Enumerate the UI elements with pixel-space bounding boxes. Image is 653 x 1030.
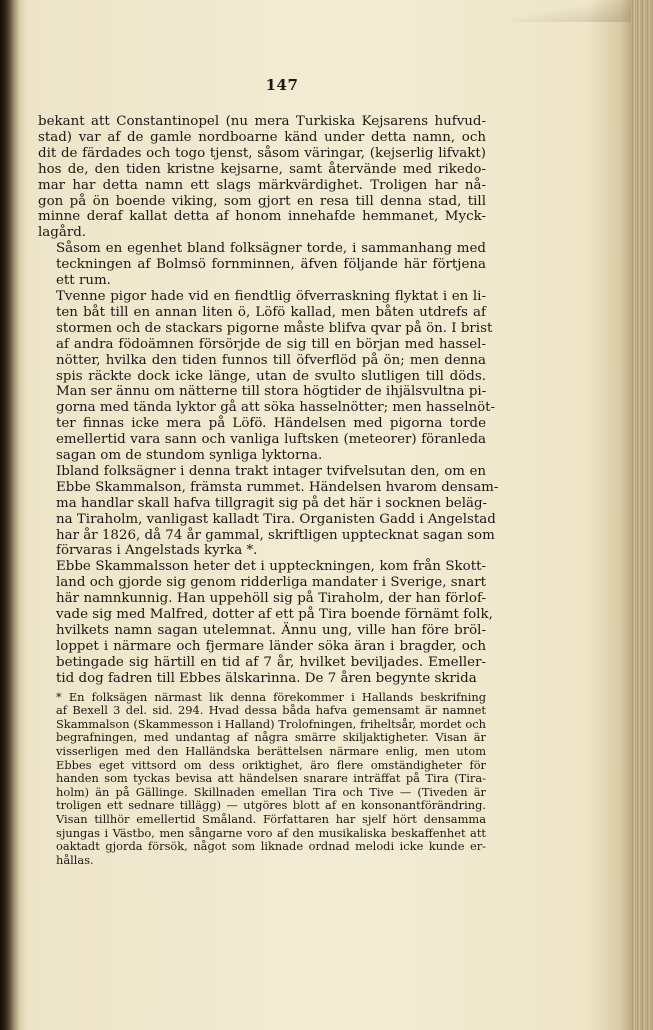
footnote-line: begrafningen, med undantag af några smärre skiljaktigheter. Visan är	[56, 730, 486, 745]
text-line: land och gjorde sig genom ridderliga mandater i Sverige, snart	[56, 575, 486, 591]
text-line: har år 1826, då 74 år gammal, skriftligen upptecknat sagan som	[56, 527, 495, 543]
text-line: hvilkets namn sagan utelemnat. Ännu ung, ville han före bröl-	[56, 623, 486, 638]
page-curl	[511, 0, 631, 22]
footnote-line: handen som tyckas bevisa att händelsen snarare inträffat på Tira (Tira-	[56, 771, 486, 786]
paragraph	[38, 463, 499, 559]
text-line: ten båt till en annan liten ö, Löfö kallad, men båten utdrefs af	[56, 304, 486, 320]
text-line: mar har detta namn ett slags märkvärdighet. Troligen har nå-	[38, 177, 486, 193]
footnote-line: hållas.	[56, 852, 94, 867]
footnote-line: visserligen med den Halländska berättelsen närmare enlig, men utom	[56, 744, 486, 758]
text-line: tid dog fadren till Ebbes älskarinna. De 7 åren begynte skrida	[56, 670, 477, 686]
text-line: ter finnas icke mera på Löfö. Händelsen med pigorna torde	[56, 416, 486, 432]
text-line: vade sig med Malfred, dotter af ett på Tira boende förnämt folk,	[56, 607, 493, 623]
text-line: Såsom en egenhet bland folksägner torde, i sammanhang med	[56, 241, 486, 257]
text-line: lagård.	[38, 225, 87, 241]
text-line: Ebbe Skammalsson heter det i uppteckningen, kom från Skott-	[56, 559, 486, 575]
footnote-line: oaktadt gjorda försök, något som liknade ordnad melodi icke kunde er-	[56, 839, 486, 854]
text-line: af andra födoämnen försörjde de sig till en början med hassel-	[56, 336, 486, 352]
text-line: sagan om de stundom synliga lyktorna.	[56, 448, 323, 464]
text-block	[38, 76, 499, 867]
footnote-line: sjungas i Västbo, men sångarne voro af den musikaliska beskaffenhet att	[56, 825, 486, 840]
paragraph	[38, 559, 493, 686]
text-line: stormen och de stackars pigorne måste blifva qvar på ön. I brist	[56, 320, 493, 336]
page-number: 147	[265, 76, 299, 94]
text-line: dit de färdades och togo tjenst, såsom väringar, (kejserlig lifvakt)	[38, 145, 486, 161]
footnote-line: troligen ett sednare tillägg) — utgöres blott af en konsonantförändring.	[56, 798, 486, 813]
body-text	[38, 114, 499, 687]
text-line: loppet i närmare och fjermare länder söka äran i bragder, och	[56, 638, 486, 654]
footnote-line: Skammalson (Skammesson i Halland) Trolofningen, friheltsår, mordet och	[56, 716, 486, 731]
text-line: gon på ön boende viking, som gjort en resa till denna stad, till	[38, 193, 486, 209]
text-line: betingade sig härtill en tid af 7 år, hvilket beviljades. Emeller-	[56, 654, 486, 670]
text-line: emellertid vara sann och vanliga luftsken (meteorer) föranleda	[56, 432, 486, 448]
footnote-line: af Bexell 3 del. sid. 294. Hvad dessa båda hafva gemensamt är namnet	[56, 703, 486, 718]
text-line: Tvenne pigor hade vid en fiendtlig öfverraskning flyktat i en li-	[56, 288, 486, 304]
text-line: minne deraf kallat detta af honom innehafde hemmanet, Myck-	[38, 209, 486, 225]
paragraph	[38, 241, 486, 289]
paragraph	[38, 288, 496, 464]
text-line: stad) var af de gamle nordboarne känd under detta namn, och	[38, 129, 486, 145]
footnote-line: holm) än på Gällinge. Skillnaden emellan Tira och Tive — (Tiveden är	[56, 784, 486, 799]
spine-shadow	[0, 0, 20, 1030]
text-line: förvaras i Angelstads kyrka *.	[56, 543, 258, 559]
text-line: Ibland folksägner i denna trakt intager tvifvelsutan den, om en	[56, 463, 486, 479]
text-line: hos de, den tiden kristne kejsarne, samt återvände med rikedo-	[38, 161, 486, 177]
text-line: Ebbe Skammalson, främsta rummet. Händelsen hvarom densam-	[56, 479, 499, 495]
page-edges	[631, 0, 653, 1030]
footnote-line: * En folksägen närmast lik denna förekommer i Hallands beskrifning	[56, 689, 486, 704]
text-line: nötter, hvilka den tiden funnos till öfverflöd på ön; men denna	[56, 352, 486, 368]
text-line: teckningen af Bolmsö fornminnen, äfven följande här förtjena	[56, 257, 486, 273]
text-line: ma handlar skall hafva tillgragit sig på det här i socknen beläg-	[56, 495, 488, 511]
footnote-line: Visan tillhör emellertid Småland. Författaren har sjelf hört densamma	[56, 811, 486, 826]
footnote-text	[38, 691, 486, 868]
footnote-line: Ebbes eget vittsord om dess oriktighet, äro flere omständigheter för	[56, 757, 486, 772]
footnote	[38, 691, 486, 868]
text-line: bekant att Constantinopel (nu mera Turkiska Kejsarens hufvud-	[38, 114, 486, 129]
text-line: här namnkunnig. Han uppehöll sig på Tiraholm, der han förlof-	[56, 591, 486, 607]
text-line: spis räckte dock icke länge, utan de svulto slutligen till döds.	[56, 368, 486, 384]
text-line: ett rum.	[56, 273, 111, 289]
text-line: Man ser ännu om nätterne till stora högtider de ihjälsvultna pi-	[56, 384, 487, 400]
paragraph	[38, 114, 486, 241]
text-line: gorna med tända lyktor gå att söka hasselnötter; men hasselnöt-	[56, 400, 496, 416]
text-line: na Tiraholm, vanligast kalladt Tira. Organisten Gadd i Angelstad	[56, 511, 496, 527]
